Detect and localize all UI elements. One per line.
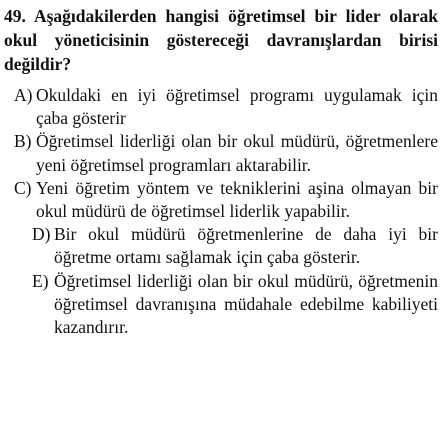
option-b[interactable]	[14, 130, 438, 176]
question-text: Aşağıdakilerden hangisi öğretimsel bir lider olarak okul yöneticisinin göstereceği davranışlardan birisi değildir?	[4, 6, 438, 74]
option-d[interactable]	[32, 223, 438, 269]
option-a[interactable]	[14, 84, 438, 130]
option-d-letter: D)	[32, 224, 51, 245]
question-number: 49.	[4, 6, 26, 26]
option-e-text: Öğretimsel liderliği olan bir okul müdürü, öğretmenin öğretimsel davranışına müdahale edebilme kabiliyeti kazandırır.	[54, 270, 438, 338]
option-c-text: Yeni öğretim yöntem ve tekniklerini aşina olmayan bir okul müdürü de öğretimsel liderlik yapabilir.	[36, 177, 438, 222]
option-e[interactable]	[32, 270, 438, 340]
option-a-text: Okuldaki en iyi öğretimsel programı uygulamak için çaba gösterir	[36, 85, 438, 129]
option-a-letter: A)	[14, 85, 33, 105]
option-d-text: Bir okul müdürü öğretmenlerine de daha iyi bir öğretme ortamı sağlamak için çaba gösterir.	[54, 224, 438, 268]
option-c[interactable]	[14, 177, 438, 223]
option-b-text: Öğretimsel liderliği olan bir okul müdürü, öğretmenlere yeni öğretimsel programları aktarabilir.	[36, 131, 438, 175]
answer-options	[0, 84, 446, 339]
option-e-letter: E)	[32, 270, 49, 291]
option-b-letter: B)	[14, 131, 32, 152]
option-c-letter: C)	[14, 177, 32, 198]
question-stem	[4, 4, 438, 76]
